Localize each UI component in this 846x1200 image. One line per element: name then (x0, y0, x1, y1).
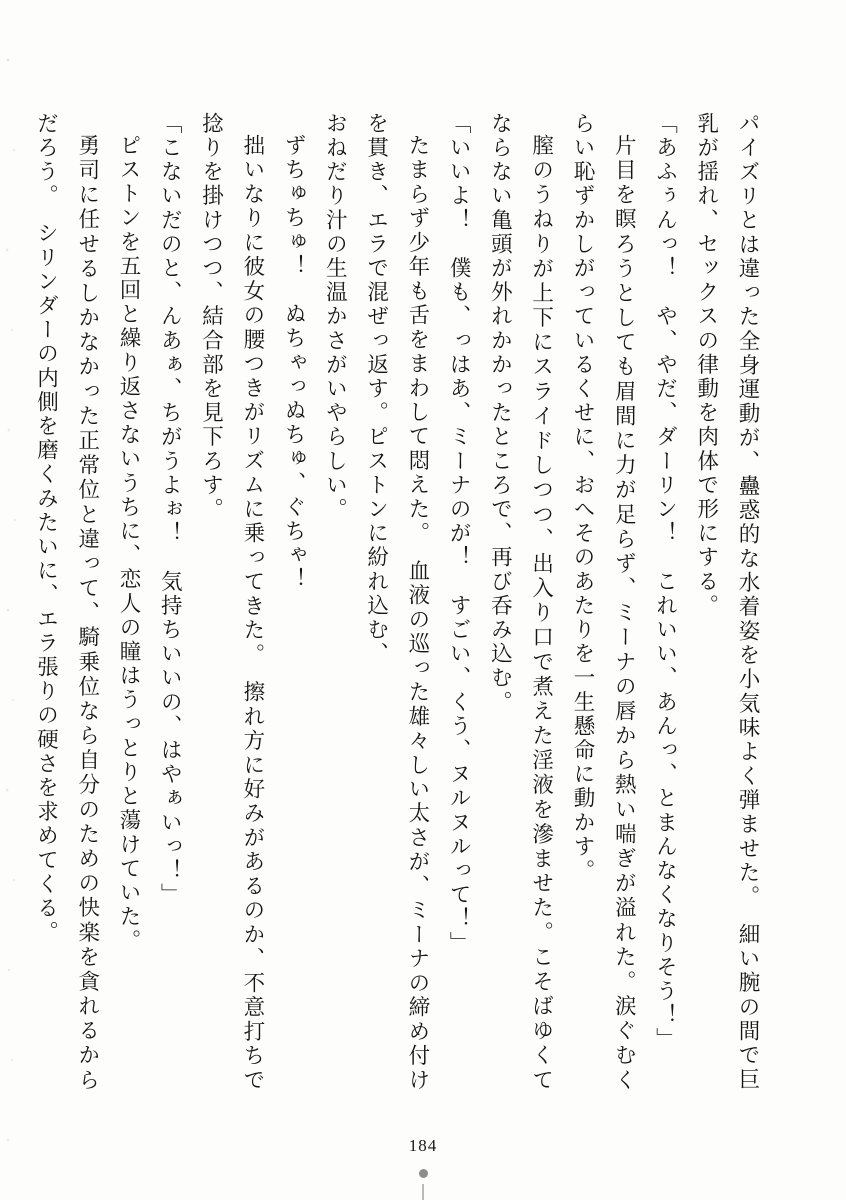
paragraph: 「いいよ！ 僕も、っはあ、ミーナのが！ すごい、くう、ヌルヌルって！」 (447, 112, 472, 956)
footer-rule-ornament (422, 1184, 424, 1200)
footer-dot-ornament (419, 1169, 428, 1178)
paragraph: ピストンを五回と繰り返さないうちに、恋人の瞳はうっとりと蕩けていた。 (117, 133, 142, 953)
paragraph: パイズリとは違った全身運動が、蠱惑的な水着姿を小気味よく弾ませた。 細い腕の間で巨乳が揺れ、セックスの律動を肉体で形にする。 (694, 112, 760, 1092)
page-body-text (34, 112, 768, 1092)
scan-edge-speckle (0, 0, 26, 1200)
paragraph: 「こないだのと、んあぁ、ちがうよぉ！ 気持ちいいの、はやぁいっ！」 (158, 112, 183, 908)
paragraph: おねだり汁の生温かさがいやらしい。 (323, 112, 348, 522)
page-number: 184 (408, 1136, 438, 1155)
paragraph: 「あふぅんっ！ や、やだ、ダーリン！ これいい、あんっ、とまんなくなりそう！」 (653, 112, 678, 1052)
paragraph: 拙いなりに彼女の腰つきがリズムに乗ってきた。 擦れ方に好みがあるのか、不意打ちで捻りを掛けつつ、結合部を見下ろす。 (199, 112, 265, 1092)
paragraph: 勇司に任せるしかなかった正常位と違って、騎乗位なら自分のための快楽を貪れるからだろう。 シリンダーの内側を磨くみたいに、エラ張りの硬さを求めてくる。 (34, 112, 100, 1092)
paragraph: 膣のうねりが上下にスライドしつつ、出入り口で煮えた淫液を滲ませた。こそばゆくてならない亀頭が外れかかったところで、再び呑み込む。 (488, 112, 554, 1092)
paragraph: ずちゅちゅ！ ぬちゃっぬちゅ、ぐちゃ！ (282, 133, 307, 592)
paragraph: 片目を瞑ろうとしても眉間に力が足らず、ミーナの唇から熱い喘ぎが溢れた。涙ぐむくらい恥ずかしがっているくせに、おへそのあたりを一生懸命に動かす。 (570, 112, 637, 1092)
paragraph: たまらず少年も舌をまわして悶えた。 血液の巡った雄々しい太さが、ミーナの締め付けを貫き、エラで混ぜっ返す。ピストンに紛れ込む、 (364, 112, 430, 1092)
